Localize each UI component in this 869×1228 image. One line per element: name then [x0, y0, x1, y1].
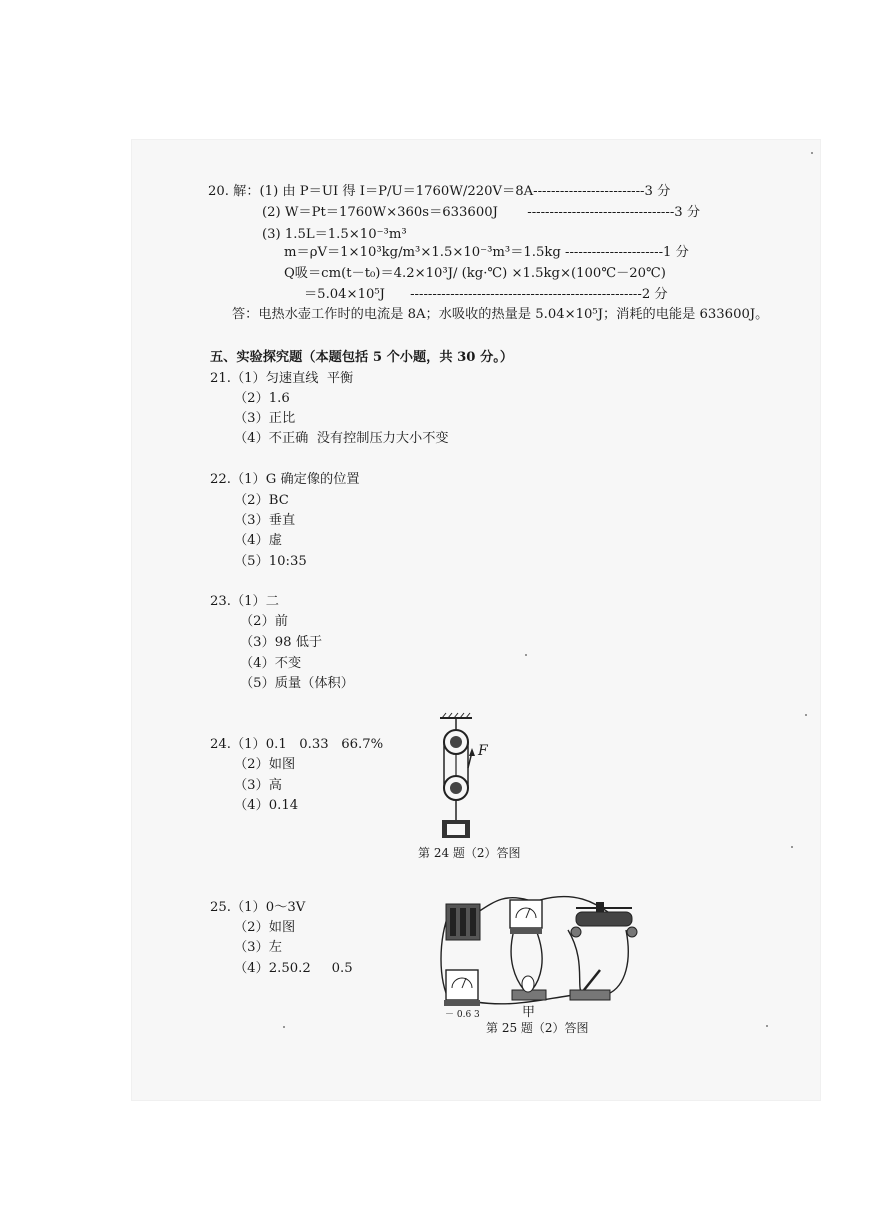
scan-speck [791, 846, 793, 848]
ammeter-icon [444, 970, 480, 1006]
q23-line-5: （5）质量（体积） [240, 676, 354, 691]
switch-icon [570, 970, 610, 1000]
q21-line-4: （4）不正确 没有控制压力大小不变 [234, 431, 449, 446]
scan-speck [805, 714, 807, 716]
q21-line-2: （2）1.6 [234, 391, 290, 406]
q20-line-4: m＝ρV＝1×10³kg/m³×1.5×10⁻³m³＝1.5kg ----------------------1 分 [284, 245, 689, 260]
q25-line-4: （4）2.50.2 0.5 [234, 961, 353, 976]
q20-line-3: (3) 1.5L＝1.5×10⁻³m³ [262, 227, 407, 242]
q22-line-5: （5）10:35 [234, 554, 307, 569]
q22-line-1: 22.（1）G 确定像的位置 [210, 472, 360, 487]
q24-line-2: （2）如图 [234, 757, 296, 772]
battery-icon [446, 904, 480, 940]
q22-line-2: （2）BC [234, 493, 289, 508]
q24-line-3: （3）高 [234, 778, 282, 793]
force-label: F [478, 743, 488, 759]
q21-line-1: 21.（1）匀速直线 平衡 [210, 371, 354, 386]
q23-line-4: （4）不变 [240, 656, 302, 671]
q20-line-5: Q吸＝cm(t－t₀)＝4.2×10³J/ (kg·℃) ×1.5kg×(100℃－20℃) [284, 266, 666, 281]
q20-line-1: 20. 解：(1) 由 P＝UI 得 I＝P/U＝1760W/220V＝8A-------------------------3 分 [208, 184, 671, 199]
q25-line-1: 25.（1）0～3V [210, 900, 306, 915]
q22-line-3: （3）垂直 [234, 513, 296, 528]
scan-speck [766, 1025, 768, 1027]
q24-line-1: 24.（1）0.1 0.33 66.7% [210, 737, 384, 752]
q23-line-1: 23.（1）二 [210, 594, 279, 609]
section-5-title: 五、实验探究题（本题包括 5 个小题，共 30 分。） [210, 350, 514, 365]
q24-line-4: （4）0.14 [234, 798, 299, 813]
q25-line-2: （2）如图 [234, 920, 296, 935]
scan-speck [525, 654, 527, 656]
q20-line-2: (2) W＝Pt＝1760W×360s＝633600J ---------------------------------3 分 [262, 205, 701, 220]
q25-line-3: （3）左 [234, 940, 282, 955]
pulley-system-figure [428, 712, 498, 840]
scan-speck [811, 152, 813, 154]
voltmeter-icon [510, 900, 542, 934]
ammeter-scale-label: － 0.6 3 [445, 1010, 480, 1020]
q20-line-6: ＝5.04×10⁵J ----------------------------------------------------2 分 [304, 287, 668, 302]
q23-line-2: （2）前 [240, 614, 288, 629]
q22-line-4: （4）虚 [234, 533, 282, 548]
scan-speck [283, 1026, 285, 1028]
circuit-diagram-figure [436, 890, 646, 1020]
rheostat-icon [571, 902, 637, 937]
q21-line-3: （3）正比 [234, 411, 296, 426]
q23-line-3: （3）98 低于 [240, 635, 323, 650]
q24-figure-caption: 第 24 题（2）答图 [418, 846, 521, 860]
figure-label-jia: 甲 [522, 1005, 536, 1020]
q20-answer: 答：电热水壶工作时的电流是 8A；水吸收的热量是 5.04×10⁵J；消耗的电能是 633600J。 [232, 307, 769, 322]
q25-figure-caption: 第 25 题（2）答图 [486, 1021, 589, 1035]
